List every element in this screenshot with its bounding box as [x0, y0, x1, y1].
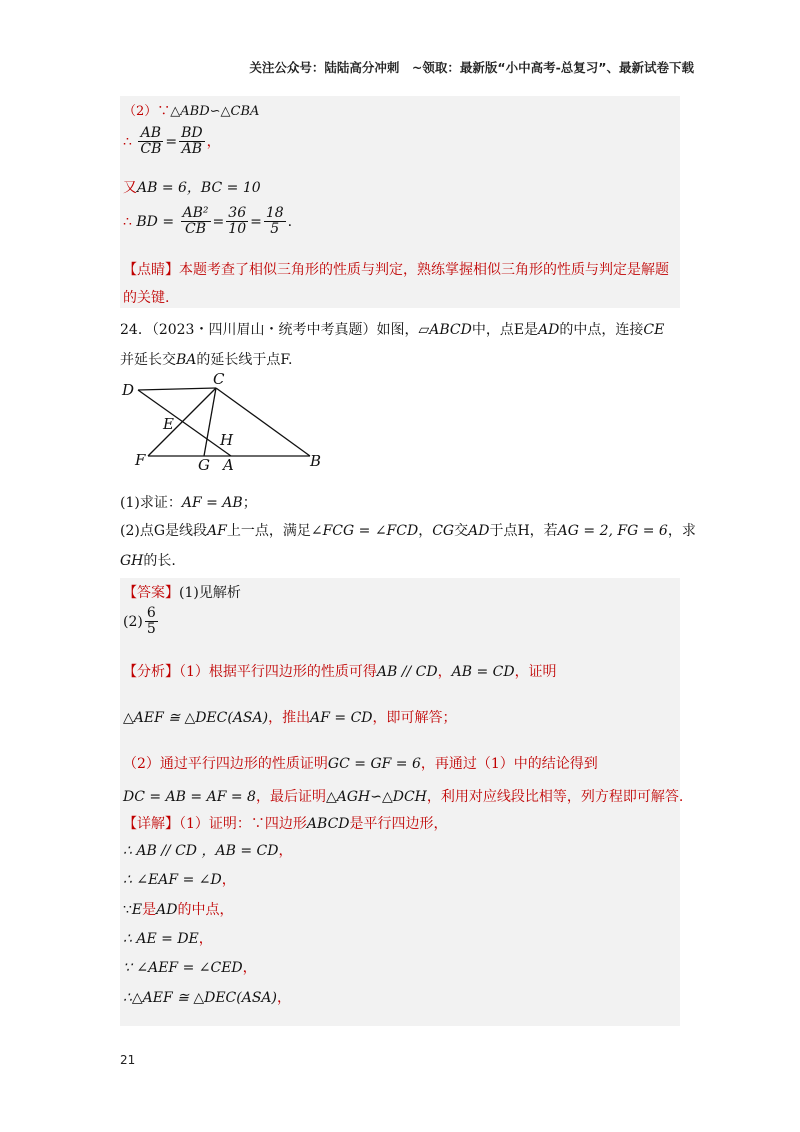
question-stem-a: 24．（2023・四川眉山・统考中考真题）如图，▱ABCD中，点E是AD的中点，连接CE	[120, 322, 665, 338]
fraction-bd-ab: $\frac{BD}{AB}$	[181, 125, 203, 158]
detail-line: 【详解】（1）证明：∵四边形ABCD是平行四边形，	[123, 816, 448, 832]
detail-step-5: ∵ ∠AEF = ∠CED，	[123, 960, 257, 976]
fraction-ab-cb: $\frac{AB}{CB}$	[140, 125, 162, 158]
line-bd-result: ∴ BD = $\frac{\text{AB²}}{CB}$ = $\frac{36}{10}$ = $\frac{18}{5}$ .	[123, 205, 293, 238]
line-ratio: ∴ $\frac{AB}{CB}$ = $\frac{BD}{AB}$ ，	[123, 125, 221, 158]
segment-dc	[138, 388, 216, 390]
comment-line-b: 的关键.	[123, 290, 170, 306]
detail-step-4: ∴ AE = DE，	[123, 931, 213, 947]
fraction-ab2-cb: $\frac{\text{AB²}}{CB}$	[182, 205, 209, 238]
comment-line-a: 【点睛】本题考查了相似三角形的性质与判定，熟练掌握相似三角形的性质与判定是解题	[123, 262, 669, 278]
question-part2-b: GH的长.	[120, 553, 176, 569]
question-part1: (1)求证：AF = AB；	[120, 495, 257, 511]
detail-step-6: ∴△AEF ≅ △DEC(ASA)，	[123, 990, 292, 1006]
fraction-6-5: $\frac{6}{5}$	[146, 605, 156, 638]
page-header: 关注公众号：陆陆高分冲刺 ~领取：最新版“小中高考-总复习”、最新试卷下载	[249, 60, 694, 75]
answer-part2: (2) $\frac{6}{5}$	[123, 605, 156, 638]
question-stem-b: 并延长交BA的延长线于点F.	[120, 352, 293, 368]
analysis-line-d: DC = AB = AF = 8，最后证明△AGH∽△DCH，利用对应线段比相等，列方程即可解答.	[123, 789, 684, 805]
label-h: H	[220, 431, 234, 449]
geometry-figure	[118, 372, 338, 472]
label-g: G	[198, 456, 210, 472]
detail-step-1: ∴ AB // CD ，AB = CD，	[123, 843, 293, 859]
detail-step-2: ∴ ∠EAF = ∠D，	[123, 872, 236, 888]
page-number: 21	[120, 1053, 136, 1067]
label-d: D	[122, 381, 135, 399]
line-similar: （2）∵△ABD∽△CBA	[123, 104, 260, 119]
analysis-line-a: 【分析】（1）根据平行四边形的性质可得AB // CD，AB = CD，证明	[123, 664, 557, 680]
detail-step-3: ∵E是AD的中点，	[123, 902, 234, 918]
segment-da	[138, 390, 231, 456]
question-part2-a: (2)点G是线段AF上一点，满足∠FCG = ∠FCD，CG交AD于点H，若AG = 2, FG = 6，求	[120, 523, 696, 539]
line-given: 又AB = 6，BC = 10	[123, 180, 261, 196]
answer-line: 【答案】(1)见解析	[123, 585, 241, 601]
analysis-line-b: △AEF ≅ △DEC(ASA)，推出AF = CD，即可解答；	[123, 710, 457, 726]
label-e: E	[163, 415, 174, 433]
label-c: C	[213, 372, 225, 388]
analysis-line-c: （2）通过平行四边形的性质证明GC = GF = 6，再通过（1）中的结论得到	[123, 756, 598, 772]
fraction-36-10: $\frac{36}{10}$	[228, 205, 247, 238]
fraction-18-5: $\frac{18}{5}$	[265, 205, 284, 238]
label-b: B	[310, 452, 322, 470]
label-a: A	[223, 456, 234, 472]
label-f: F	[135, 451, 146, 469]
